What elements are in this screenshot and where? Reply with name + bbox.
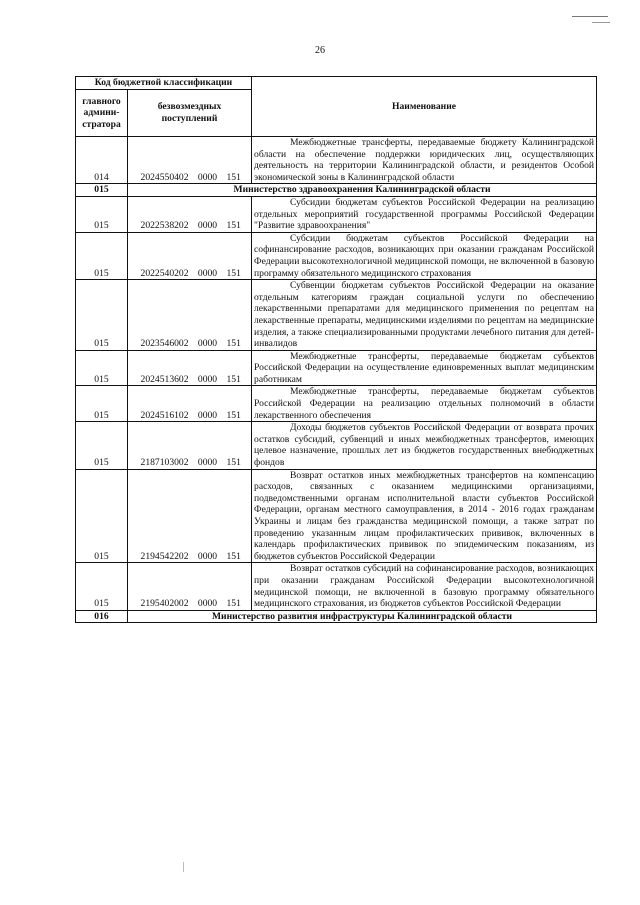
receipt-code-program: 0000 [197, 457, 218, 469]
item-name-text: Возврат остатков субсидий на софинансирование расходов, возникающих при оказании гражданам Российской Федерации высокотехнологичной медицинской помощи, не включенной в базовую программу обязательного медицинского страхования, из бюджетов субъектов Российской Федерации [254, 563, 595, 610]
admin-code: 015 [76, 422, 128, 469]
admin-code: 015 [76, 386, 128, 422]
section-title: Министерство развития инфраструктуры Калининградской области [128, 610, 597, 623]
receipt-code-kind: 151 [226, 457, 241, 469]
table-body [76, 137, 597, 623]
receipt-code [128, 386, 252, 422]
receipt-code-main: 2187103002 [140, 457, 189, 469]
section-admin-code: 015 [76, 184, 128, 197]
item-name-text: Возврат остатков иных межбюджетных трансфертов на компенсацию расходов, связанных с оказанием медицинскими организациями, подведомственными органам исполнительной власти субъектов Российской Федерации, органам местного самоуправления, в 2014 - 2016 годах гражданам Украины и лицам без гражданства медицинской помощи, а также затрат по проведению указанным лицам профилактических прививок, включенных в календарь профилактических прививок по эпидемическим показаниям, из бюджетов субъектов Российской Федерации [254, 469, 595, 562]
item-name [252, 422, 597, 469]
receipt-code-kind: 151 [226, 171, 241, 183]
receipt-code-program: 0000 [197, 267, 218, 279]
scan-artifact [592, 22, 610, 23]
receipt-code-program: 0000 [197, 373, 218, 385]
table-row [76, 137, 597, 184]
item-name [252, 232, 597, 279]
admin-code: 015 [76, 196, 128, 232]
receipt-code-kind: 151 [226, 220, 241, 232]
receipt-code [128, 280, 252, 351]
header-admin: главного админи-стратора [76, 90, 128, 137]
receipt-code-program: 0000 [197, 409, 218, 421]
item-name-text: Субсидии бюджетам субъектов Российской Федерации на реализацию отдельных мероприятий государственной программы Российской Федерации "Развитие здравоохранения" [254, 196, 595, 232]
admin-code: 015 [76, 280, 128, 351]
admin-code: 015 [76, 232, 128, 279]
receipt-code-main: 2024513602 [140, 373, 189, 385]
receipt-code-main: 2022540202 [140, 267, 189, 279]
table-row [76, 196, 597, 232]
item-name [252, 350, 597, 386]
item-name-text: Межбюджетные трансферты, передаваемые бюджету Калининградской области на обеспечение поддержки юридических лиц, осуществляющих деятельность на территории Калининградской области, и резидентов Особой экономической зоны в Калининградской области [254, 137, 595, 183]
receipt-code-kind: 151 [226, 338, 241, 350]
admin-code: 014 [76, 137, 128, 184]
receipt-code-main: 2194542202 [140, 550, 189, 562]
section-row [76, 184, 597, 197]
receipt-code [128, 469, 252, 563]
table-row [76, 422, 597, 469]
header-receipts: безвозмездных поступлений [128, 90, 252, 137]
budget-classification-table [75, 76, 597, 623]
receipt-code-program: 0000 [197, 171, 218, 183]
receipt-code-kind: 151 [226, 409, 241, 421]
section-title: Министерство здравоохранения Калининградской области [128, 184, 597, 197]
page-number: 26 [315, 45, 325, 56]
receipt-code-main: 2023546002 [140, 338, 189, 350]
admin-code: 015 [76, 469, 128, 563]
receipt-code-program: 0000 [197, 598, 218, 610]
item-name-text: Субвенции бюджетам субъектов Российской Федерации на оказание отдельным категориям граждан социальной услуги по обеспечению лекарственными препаратами для медицинского применения по рецептам на лекарственные препараты, медицинскими изделиями по рецептам на медицинские изделия, а также специализированными продуктами лечебного питания для детей-инвалидов [254, 280, 595, 350]
receipt-code-program: 0000 [197, 550, 218, 562]
receipt-code [128, 422, 252, 469]
receipt-code-kind: 151 [226, 267, 241, 279]
receipt-code-main: 2022538202 [140, 220, 189, 232]
receipt-code [128, 196, 252, 232]
item-name-text: Доходы бюджетов субъектов Российской Федерации от возврата прочих остатков субсидий, субвенций и иных межбюджетных трансфертов, имеющих целевое назначение, прошлых лет из бюджетов государственных внебюджетных фондов [254, 422, 595, 469]
section-admin-code: 016 [76, 610, 128, 623]
scan-artifact [183, 862, 184, 872]
receipt-code-program: 0000 [197, 220, 218, 232]
item-name [252, 137, 597, 184]
item-name-text: Межбюджетные трансферты, передаваемые бюджетам субъектов Российской Федерации на осуществление единовременных выплат медицинским работникам [254, 350, 595, 385]
admin-code: 015 [76, 563, 128, 610]
table-row [76, 386, 597, 422]
receipt-code-main: 2024550402 [140, 171, 189, 183]
item-name-text: Субсидии бюджетам субъектов Российской Федерации на софинансирование расходов, возникающих при оказании гражданам Российской Федерации высокотехнологичной медицинской помощи, не включенной в базовую программу обязательного медицинского страхования [254, 232, 595, 279]
receipt-code [128, 232, 252, 279]
table-row [76, 232, 597, 279]
section-row [76, 610, 597, 623]
item-name [252, 563, 597, 610]
table-row [76, 280, 597, 351]
receipt-code-main: 2024516102 [140, 409, 189, 421]
table-row [76, 469, 597, 563]
admin-code: 015 [76, 350, 128, 386]
receipt-code-kind: 151 [226, 550, 241, 562]
item-name [252, 386, 597, 422]
header-group-label: Код бюджетной классификации [76, 77, 252, 90]
receipt-code-program: 0000 [197, 338, 218, 350]
receipt-code-main: 2195402002 [140, 598, 189, 610]
header-name: Наименование [252, 77, 597, 137]
receipt-code [128, 350, 252, 386]
item-name-text: Межбюджетные трансферты, передаваемые бюджетам субъектов Российской Федерации на реализацию отдельных полномочий в области лекарственного обеспечения [254, 386, 595, 421]
receipt-code [128, 563, 252, 610]
item-name [252, 469, 597, 563]
item-name [252, 280, 597, 351]
item-name [252, 196, 597, 232]
receipt-code-kind: 151 [226, 373, 241, 385]
table-row [76, 563, 597, 610]
receipt-code-kind: 151 [226, 598, 241, 610]
scan-artifact [572, 16, 608, 17]
receipt-code [128, 137, 252, 184]
table-row [76, 350, 597, 386]
